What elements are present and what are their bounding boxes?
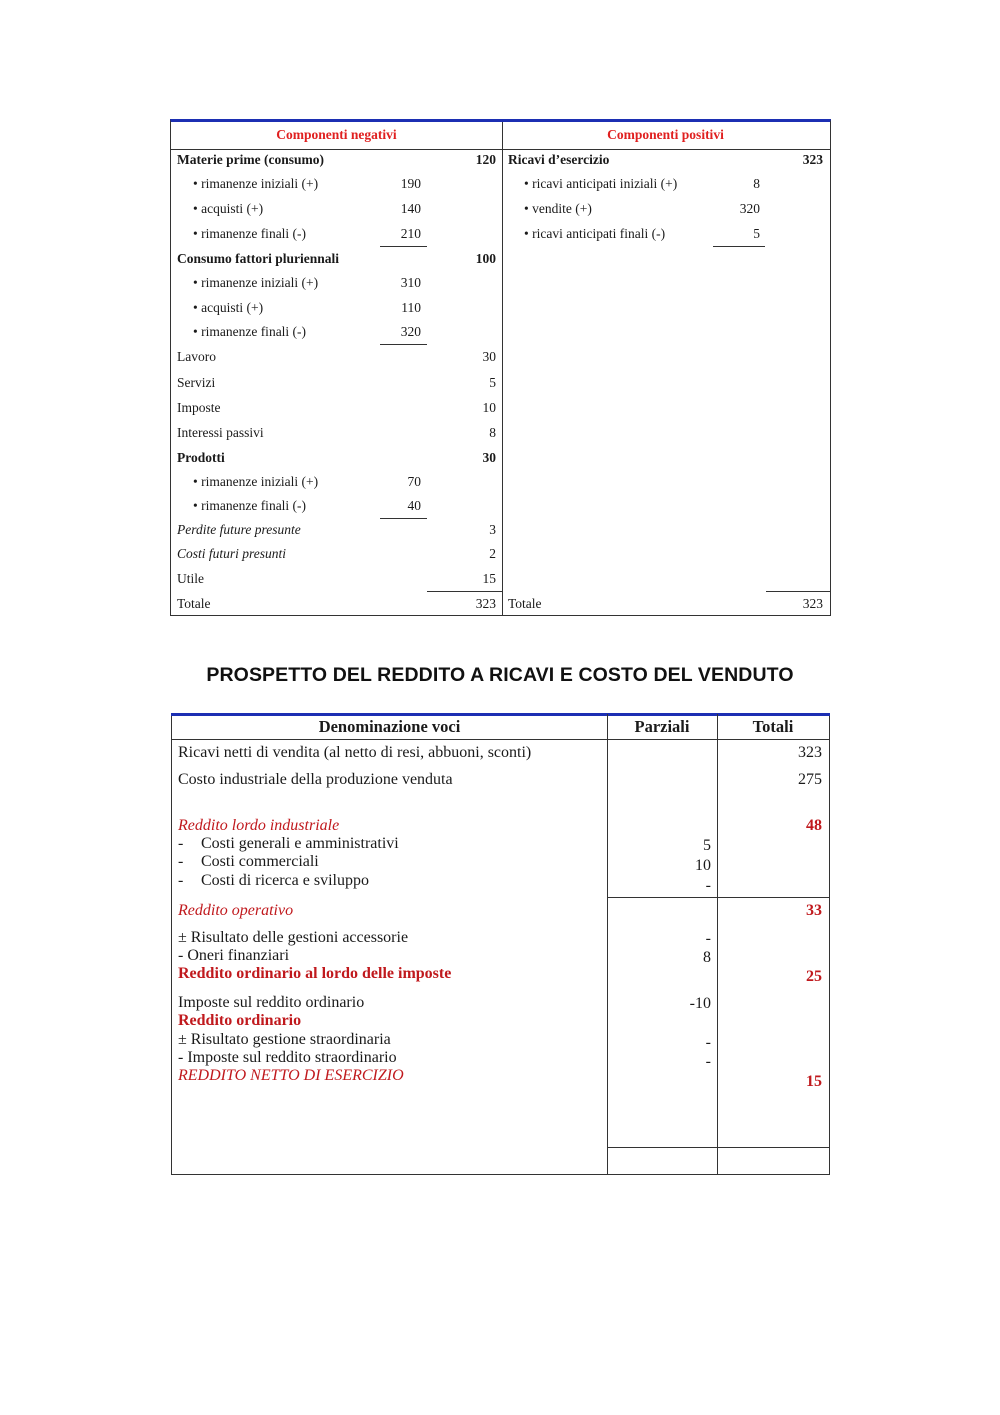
- column-divider: [717, 714, 718, 1174]
- row-sub: [171, 223, 502, 245]
- subtotal-underline: [380, 344, 427, 345]
- sub-value: 8: [753, 176, 760, 191]
- dash-marker: -: [178, 872, 184, 889]
- sub-value: 140: [400, 201, 421, 216]
- row-total: 8: [489, 425, 496, 440]
- label-oneri-finanziari: - Oneri finanziari: [178, 947, 290, 964]
- row-sub: [171, 471, 502, 493]
- row-total: 30: [482, 450, 496, 465]
- label-risultato-accessorie: ± Risultato delle gestioni accessorie: [178, 929, 409, 946]
- row-consumo-fattori: [171, 248, 502, 270]
- sub-label: • ricavi anticipati iniziali (+): [524, 176, 678, 191]
- row-totale-positivi: [502, 593, 829, 615]
- row-sub: [171, 272, 502, 294]
- row-total: 30: [482, 349, 496, 364]
- label-reddito-lordo-industriale: Reddito lordo industriale: [178, 817, 340, 834]
- row-total: 15: [482, 571, 496, 586]
- row-lavoro: [171, 346, 502, 368]
- label-reddito-ordinario: Reddito ordinario: [178, 1012, 302, 1029]
- label-imposte-ordinario: Imposte sul reddito ordinario: [178, 994, 365, 1011]
- total-underline: [427, 591, 502, 592]
- row-label: Totale: [508, 596, 542, 611]
- partial-imposte-ordinario: -10: [689, 995, 711, 1012]
- row-label: Imposte: [177, 400, 221, 415]
- header-top-rule: [171, 713, 830, 716]
- row-total: 323: [475, 596, 496, 611]
- sub-label: • rimanenze iniziali (+): [193, 474, 319, 489]
- row-label: Totale: [177, 596, 211, 611]
- total-reddito-operativo: 33: [806, 902, 822, 919]
- row-total: 100: [475, 251, 496, 266]
- sub-value: 310: [400, 275, 421, 290]
- row-imposte: [171, 397, 502, 419]
- total-costo-industriale: 275: [798, 771, 822, 788]
- row-sub: [171, 321, 502, 343]
- sub-value: 5: [753, 226, 760, 241]
- total-underline: [766, 591, 830, 592]
- row-total: 2: [489, 546, 496, 561]
- row-label: Ricavi d’esercizio: [508, 152, 610, 167]
- conto-economico-table: [170, 119, 831, 616]
- sub-label: • rimanenze finali (-): [193, 498, 307, 513]
- sub-label: • rimanenze finali (-): [193, 226, 307, 241]
- partial-imposte-straordinario: -: [705, 1053, 711, 1070]
- row-servizi: [171, 372, 502, 394]
- label-costi-generali: Costi generali e amministrativi: [201, 835, 399, 852]
- row-prodotti: [171, 447, 502, 469]
- row-label: Materie prime (consumo): [177, 152, 324, 167]
- total-reddito-ordinario-lordo: 25: [806, 968, 822, 985]
- label-imposte-straordinario: - Imposte sul reddito straordinario: [178, 1049, 397, 1066]
- row-sub: [171, 297, 502, 319]
- row-label: Servizi: [177, 375, 216, 390]
- row-sub: [171, 495, 502, 517]
- label-costi-commerciali: Costi commerciali: [201, 853, 319, 870]
- sub-value: 320: [739, 201, 760, 216]
- header-totali: Totali: [752, 717, 794, 736]
- label-reddito-ordinario-lordo: Reddito ordinario al lordo delle imposte: [178, 965, 452, 982]
- row-label: Costi futuri presunti: [177, 546, 287, 561]
- partial-oneri-finanziari: 8: [703, 949, 711, 966]
- header-denominazione-voci: Denominazione voci: [318, 717, 461, 736]
- row-ricavi-esercizio: [502, 149, 829, 171]
- row-utile: [171, 568, 502, 590]
- sub-label: • acquisti (+): [193, 201, 264, 216]
- label-reddito-netto: REDDITO NETTO DI ESERCIZIO: [178, 1067, 404, 1084]
- sub-value: 40: [407, 498, 421, 513]
- row-total: 3: [489, 522, 496, 537]
- sub-value: 190: [400, 176, 421, 191]
- dash-marker: -: [178, 853, 184, 870]
- partial-costi-generali: 5: [703, 837, 711, 854]
- column-divider: [607, 714, 608, 1174]
- partial-costi-ricerca: -: [705, 877, 711, 894]
- row-materie-prime: [171, 149, 502, 171]
- row-divider: [607, 1147, 829, 1148]
- label-costo-industriale: Costo industriale della produzione venduta: [178, 771, 453, 788]
- row-sub: [502, 173, 829, 195]
- total-reddito-lordo-industriale: 48: [806, 817, 822, 834]
- row-totale-negativi: [171, 593, 502, 615]
- partial-risultato-accessorie: -: [705, 930, 711, 947]
- row-perdite-future: [171, 519, 502, 541]
- section-heading: PROSPETTO DEL REDDITO A RICAVI E COSTO DEL VENDUTO: [206, 664, 794, 686]
- subtotal-underline: [380, 246, 427, 247]
- row-label: Consumo fattori pluriennali: [177, 251, 340, 266]
- row-total: 323: [802, 596, 823, 611]
- row-label: Lavoro: [177, 349, 216, 364]
- row-label: Interessi passivi: [177, 425, 264, 440]
- prospetto-reddito-table: [171, 713, 830, 1175]
- row-costi-futuri: [171, 543, 502, 565]
- row-total: 5: [489, 375, 496, 390]
- total-ricavi-netti: 323: [798, 744, 822, 761]
- row-label: Prodotti: [177, 450, 225, 465]
- subtotal-underline: [713, 246, 765, 247]
- row-label: Utile: [177, 571, 204, 586]
- sub-label: • acquisti (+): [193, 300, 264, 315]
- partial-costi-commerciali: 10: [695, 857, 711, 874]
- dash-marker: -: [178, 835, 184, 852]
- sub-label: • rimanenze finali (-): [193, 324, 307, 339]
- row-label: Perdite future presunte: [177, 522, 301, 537]
- label-costi-ricerca: Costi di ricerca e sviluppo: [201, 872, 369, 889]
- sub-label: • vendite (+): [524, 201, 592, 216]
- header-parziali: Parziali: [634, 717, 690, 736]
- partial-risultato-straordinaria: -: [705, 1034, 711, 1051]
- label-reddito-operativo: Reddito operativo: [178, 902, 294, 919]
- sub-label: • ricavi anticipati finali (-): [524, 226, 666, 241]
- row-total: 10: [482, 400, 496, 415]
- sub-value: 110: [401, 300, 421, 315]
- row-divider: [607, 897, 829, 898]
- header-componenti-positivi: Componenti positivi: [607, 127, 724, 142]
- sub-label: • rimanenze iniziali (+): [193, 176, 319, 191]
- row-total: 120: [475, 152, 496, 167]
- label-risultato-straordinaria: ± Risultato gestione straordinaria: [178, 1031, 391, 1048]
- row-sub: [171, 198, 502, 220]
- header-divider: [172, 739, 829, 740]
- row-interessi-passivi: [171, 422, 502, 444]
- row-total: 323: [802, 152, 823, 167]
- sub-value: 320: [400, 324, 421, 339]
- header-componenti-negativi: Componenti negativi: [276, 127, 397, 142]
- row-sub: [502, 198, 829, 220]
- label-ricavi-netti: Ricavi netti di vendita (al netto di resi, abbuoni, sconti): [178, 744, 532, 761]
- column-divider: [502, 122, 503, 615]
- sub-value: 210: [400, 226, 421, 241]
- sub-label: • rimanenze iniziali (+): [193, 275, 319, 290]
- sub-value: 70: [407, 474, 421, 489]
- total-reddito-netto: 15: [806, 1073, 822, 1090]
- row-sub: [502, 223, 829, 245]
- row-sub: [171, 173, 502, 195]
